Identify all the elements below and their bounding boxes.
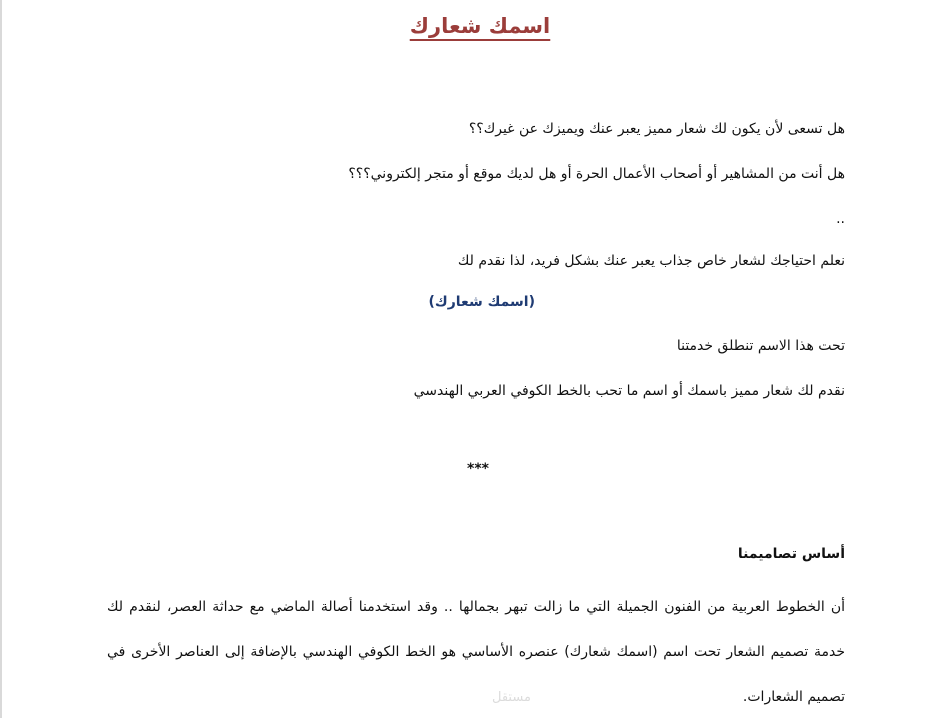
service-line-1: تحت هذا الاسم تنطلق خدمتنا bbox=[676, 338, 845, 354]
section-paragraph: أن الخطوط العربية من الفنون الجميلة التي ما زالت تبهر بجمالها .. وقد استخدمنا أصالة الماضي مع حداثة العصر، لنقدم لك خدمة تصميم الشعار تحت اسم (اسمك شعارك) عنصره الأساسي هو الخط الكوفي الهندسي بالإضافة إلى العناصر الأخرى في تصميم الشعارات. bbox=[107, 599, 845, 705]
intro-line-2: هل أنت من المشاهير أو أصحاب الأعمال الحرة أو هل لديك موقع أو متجر إلكتروني؟؟؟ bbox=[348, 166, 845, 182]
brand-name: (اسمك شعارك) bbox=[428, 294, 535, 310]
service-line-2: نقدم لك شعار مميز باسمك أو اسم ما تحب بالخط الكوفي العربي الهندسي bbox=[413, 383, 845, 399]
ellipsis-line: .. bbox=[836, 211, 845, 227]
watermark: مستقل bbox=[492, 690, 531, 705]
intro-line-1: هل تسعى لأن يكون لك شعار مميز يعبر عنك ويميزك عن غيرك؟؟ bbox=[468, 121, 845, 137]
section-heading: أساس تصاميمنا bbox=[737, 546, 845, 562]
section-separator: *** bbox=[467, 461, 489, 477]
intro-line-3: نعلم احتياجك لشعار خاص جذاب يعبر عنك بشكل فريد، لذا نقدم لك bbox=[457, 253, 845, 269]
document-title: اسمك شعارك bbox=[409, 14, 551, 38]
